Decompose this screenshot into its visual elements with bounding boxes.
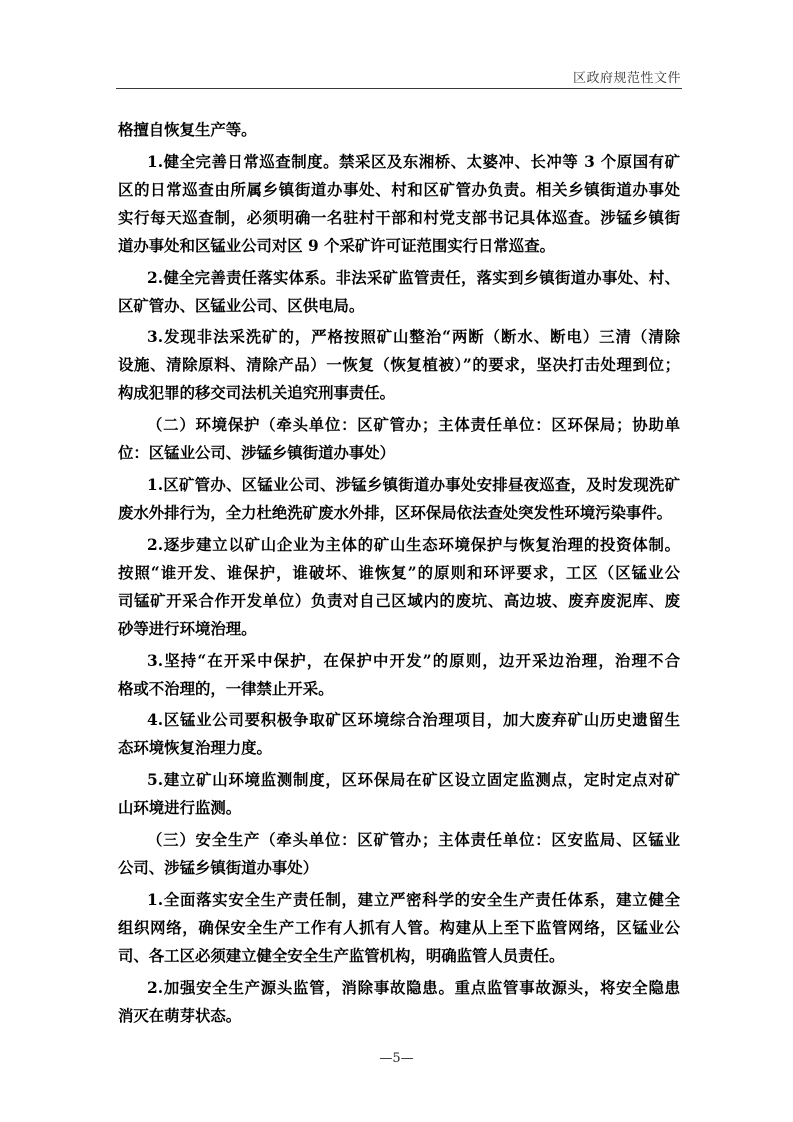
paragraph-line: 3.发现非法采洗矿的，严格按照矿山整治“两断（断水、断电）三清（清除 — [147, 328, 680, 347]
header-divider — [116, 88, 682, 89]
paragraph-line: 4.区锰业公司要积极争取矿区环境综合治理项目，加大废弃矿山历史遗留生 — [147, 711, 680, 730]
paragraph-line: 格或不治理的，一律禁止开采。 — [118, 679, 334, 698]
paragraph-line: 态环境恢复治理力度。 — [118, 739, 272, 758]
paragraph-line: 公司、涉锰乡镇街道办事处） — [118, 858, 319, 877]
item-wastewater-patrol — [118, 471, 680, 527]
section-heading-safety-production — [118, 826, 680, 882]
paragraph-line: 位：区锰业公司、涉锰乡镇街道办事处） — [118, 444, 396, 463]
paragraph-line: 2.健全完善责任落实体系。非法采矿监管责任，落实到乡镇街道办事处、村、 — [147, 268, 680, 287]
item-protect-while-mining — [118, 647, 680, 703]
paragraph-line: 1.健全完善日常巡查制度。禁采区及东湘桥、太婆冲、长冲等 3 个原国有矿 — [147, 152, 680, 171]
paragraph-line: 砂等进行环境治理。 — [118, 619, 257, 638]
item-source-supervision — [118, 974, 680, 1030]
paragraph-line: 设施、清除原料、清除产品）一恢复（恢复植被）”的要求，坚决打击处理到位； — [118, 356, 680, 375]
item-environmental-monitoring — [118, 766, 680, 822]
item-daily-inspection — [118, 148, 680, 260]
paragraph-line: 道办事处和区锰业公司对区 9 个采矿许可证范围实行日常巡查。 — [118, 236, 555, 255]
item-ecological-restoration — [118, 531, 680, 643]
paragraph-line: （三）安全生产（牵头单位：区矿管办；主体责任单位：区安监局、区锰业 — [147, 830, 680, 849]
item-safety-responsibility — [118, 886, 680, 970]
paragraph-line: 区的日常巡查由所属乡镇街道办事处、村和区矿管办负责。相关乡镇街道办事处 — [118, 180, 680, 199]
item-illegal-mining-handling — [118, 323, 680, 407]
paragraph-line: 废水外排行为，全力杜绝洗矿废水外排，区环保局依法查处突发性环境污染事件。 — [118, 503, 673, 522]
paragraph-line: 5.建立矿山环境监测制度，区环保局在矿区设立固定监测点，定时定点对矿 — [147, 771, 680, 790]
section-heading-environmental-protection — [118, 411, 680, 467]
paragraph-line: 山环境进行监测。 — [118, 799, 242, 818]
paragraph-line: 按照“谁开发、谁保护，谁破坏、谁恢复”的原则和环评要求，工区（区锰业公 — [118, 563, 680, 582]
paragraph-line: 2.逐步建立以矿山企业为主体的矿山生态环境保护与恢复治理的投资体制。 — [147, 535, 680, 554]
paragraph-line: 1.区矿管办、区锰业公司、涉锰乡镇街道办事处安排昼夜巡查，及时发现洗矿 — [147, 475, 680, 494]
paragraph-line: 消灭在萌芽状态。 — [118, 1006, 242, 1025]
paragraph-continuation — [118, 116, 680, 144]
paragraph-line: 司、各工区必须建立健全安全生产监管机构，明确监管人员责任。 — [118, 946, 565, 965]
page-number: —5— — [379, 1051, 414, 1066]
document-type-header: 区政府规范性文件 — [572, 71, 681, 86]
paragraph-line: 2.加强安全生产源头监管，消除事故隐患。重点监管事故源头，将安全隐患 — [147, 978, 680, 997]
document-body — [118, 116, 680, 1030]
paragraph-line: 实行每天巡查制，必须明确一名驻村干部和村党支部书记具体巡查。涉锰乡镇街 — [118, 208, 680, 227]
paragraph-line: 格擅自恢复生产等。 — [118, 121, 257, 139]
paragraph-line: 1.全面落实安全生产责任制，建立严密科学的安全生产责任体系，建立健全 — [147, 890, 680, 909]
paragraph-line: （二）环境保护（牵头单位：区矿管办；主体责任单位：区环保局；协助单 — [147, 416, 680, 435]
paragraph-line: 构成犯罪的移交司法机关追究刑事责任。 — [118, 384, 396, 403]
paragraph-line: 组织网络，确保安全生产工作有人抓有人管。构建从上至下监管网络，区锰业公 — [118, 918, 680, 937]
paragraph-line: 司锰矿开采合作开发单位）负责对自己区域内的废坑、高边坡、废弃废泥库、废 — [118, 591, 680, 610]
item-comprehensive-remediation — [118, 706, 680, 762]
paragraph-line: 3.坚持“在开采中保护，在保护中开发”的原则，边开采边治理，治理不合 — [147, 651, 680, 670]
paragraph-line: 区矿管办、区锰业公司、区供电局。 — [118, 296, 365, 315]
item-responsibility-system — [118, 264, 680, 320]
